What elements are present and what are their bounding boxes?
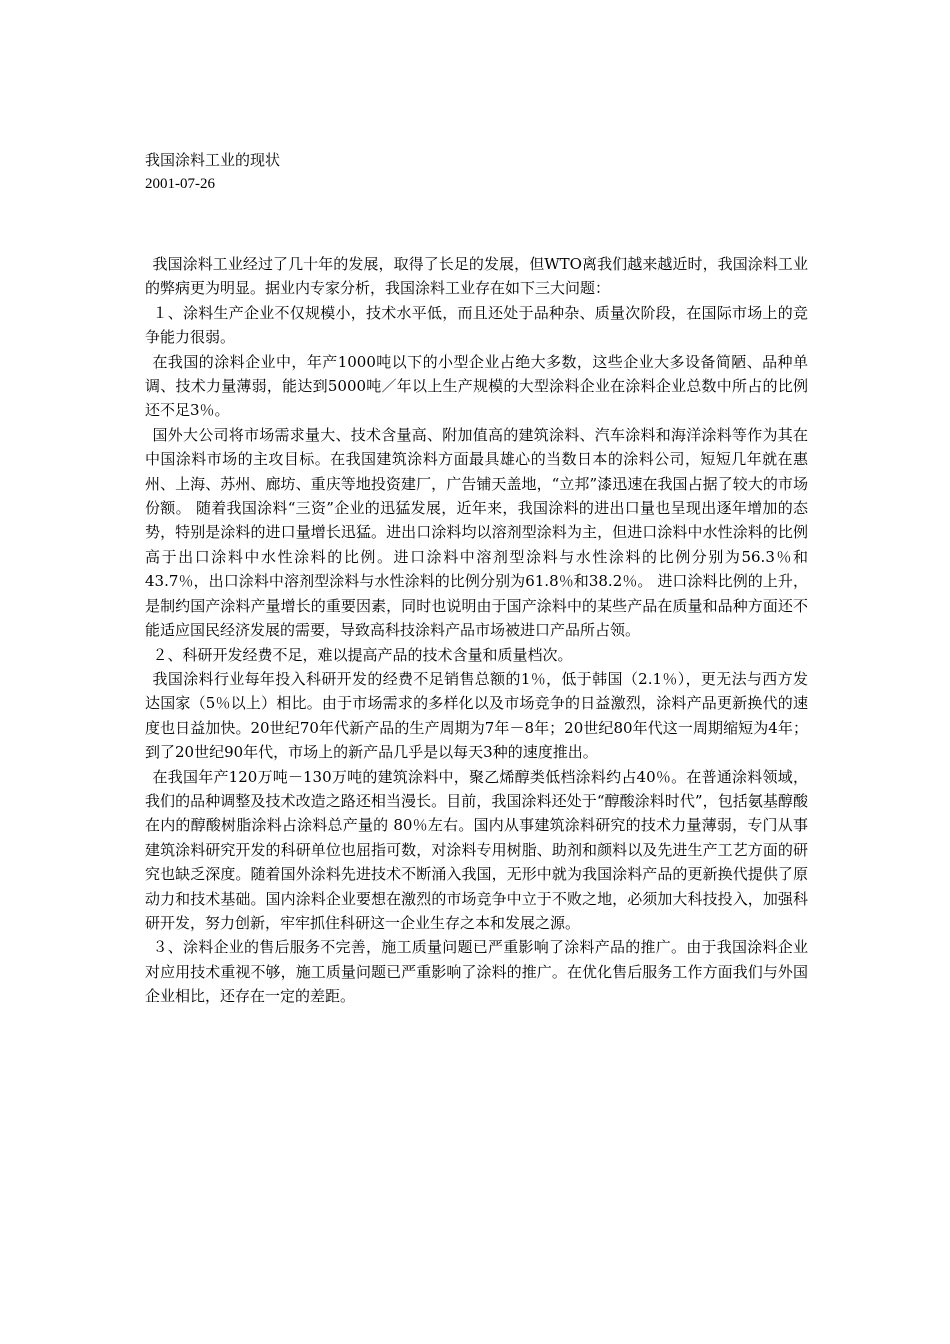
document-page xyxy=(145,148,808,1009)
paragraph-issue-3: ３、涂料企业的售后服务不完善，施工质量问题已严重影响了涂料产品的推广。由于我国涂料企业对应用技术重视不够，施工质量问题已严重影响了涂料的推广。在优化售后服务工作方面我们与外国企业相比，还存在一定的差距。 xyxy=(145,938,808,1006)
paragraph-issue-2-heading: ２、科研开发经费不足，难以提高产品的技术含量和质量档次。 xyxy=(152,645,573,664)
document-date: 2001-07-26 xyxy=(145,176,215,192)
document-title: 我国涂料工业的现状 xyxy=(145,151,281,169)
paragraph-intro: 我国涂料工业经过了几十年的发展，取得了长足的发展，但WTO离我们越来越近时，我国涂料工业的弊病更为明显。据业内专家分析，我国涂料工业存在如下三大问题： xyxy=(145,255,808,298)
paragraph-rd-funding: 我国涂料行业每年投入科研开发的经费不足销售总额的1％，低于韩国（2.1％），更无法与西方发达国家（5％以上）相比。由于市场需求的多样化以及市场竞争的日益激烈，涂料产品更新换代的速度也日益加快。20世纪70年代新产品的生产周期为7年－8年；20世纪80年代这一周期缩短为4年；到了20世纪90年代，市场上的新产品几乎是以每天3种的速度推出。 xyxy=(145,669,808,762)
paragraph-foreign-companies: 国外大公司将市场需求量大、技术含量高、附加值高的建筑涂料、汽车涂料和海洋涂料等作为其在中国涂料市场的主攻目标。在我国建筑涂料方面最具雄心的当数日本的涂料公司，短短几年就在惠州、上海、苏州、廊坊、重庆等地投资建厂，广告铺天盖地，“立邦”漆迅速在我国占据了较大的市场份额。 随着我国涂料“三资”企业的迅猛发展，近年来，我国涂料的进出口量也呈现出逐年增加的态势，特别是涂料的进口量增长迅猛。进出口涂料均以溶剂型涂料为主，但进口涂料中水性涂料的比例高于出口涂料中水性涂料的比例。进口涂料中溶剂型涂料与水性涂料的比例分别为56.3％和43.7％，出口涂料中溶剂型涂料与水性涂料的比例分别为61.8％和38.2％。 进口涂料比例的上升，是制约国产涂料产量增长的重要因素，同时也说明由于国产涂料中的某些产品在质量和品种方面还不能适应国民经济发展的需要，导致高科技涂料产品市场被进口产品所占领。 xyxy=(145,425,808,640)
paragraph-small-enterprises: 在我国的涂料企业中，年产1000吨以下的小型企业占绝大多数，这些企业大多设备简陋、品种单调、技术力量薄弱，能达到5000吨／年以上生产规模的大型涂料企业在涂料企业总数中所占的比例还不足3％。 xyxy=(145,352,808,420)
paragraph-architectural-coatings: 在我国年产120万吨－130万吨的建筑涂料中，聚乙烯醇类低档涂料约占40％。在普通涂料领域，我们的品种调整及技术改造之路还相当漫长。目前，我国涂料还处于“醇酸涂料时代”，包括氨基醇酸在内的醇酸树脂涂料占涂料总产量的 80％左右。国内从事建筑涂料研究的技术力量薄弱，专门从事建筑涂料研究开发的科研单位也屈指可数，对涂料专用树脂、助剂和颜料以及先进生产工艺方面的研究也缺乏深度。随着国外涂料先进技术不断涌入我国，无形中就为我国涂料产品的更新换代提供了原动力和技术基础。国内涂料企业要想在激烈的市场竞争中立于不败之地，必须加大科技投入，加强科研开发，努力创新，牢牢抓住科研这一企业生存之本和发展之源。 xyxy=(145,767,808,932)
document-body xyxy=(145,252,808,1009)
paragraph-issue-1-heading: １、涂料生产企业不仅规模小，技术水平低，而且还处于品种杂、质量次阶段，在国际市场上的竞争能力很弱。 xyxy=(145,303,808,347)
